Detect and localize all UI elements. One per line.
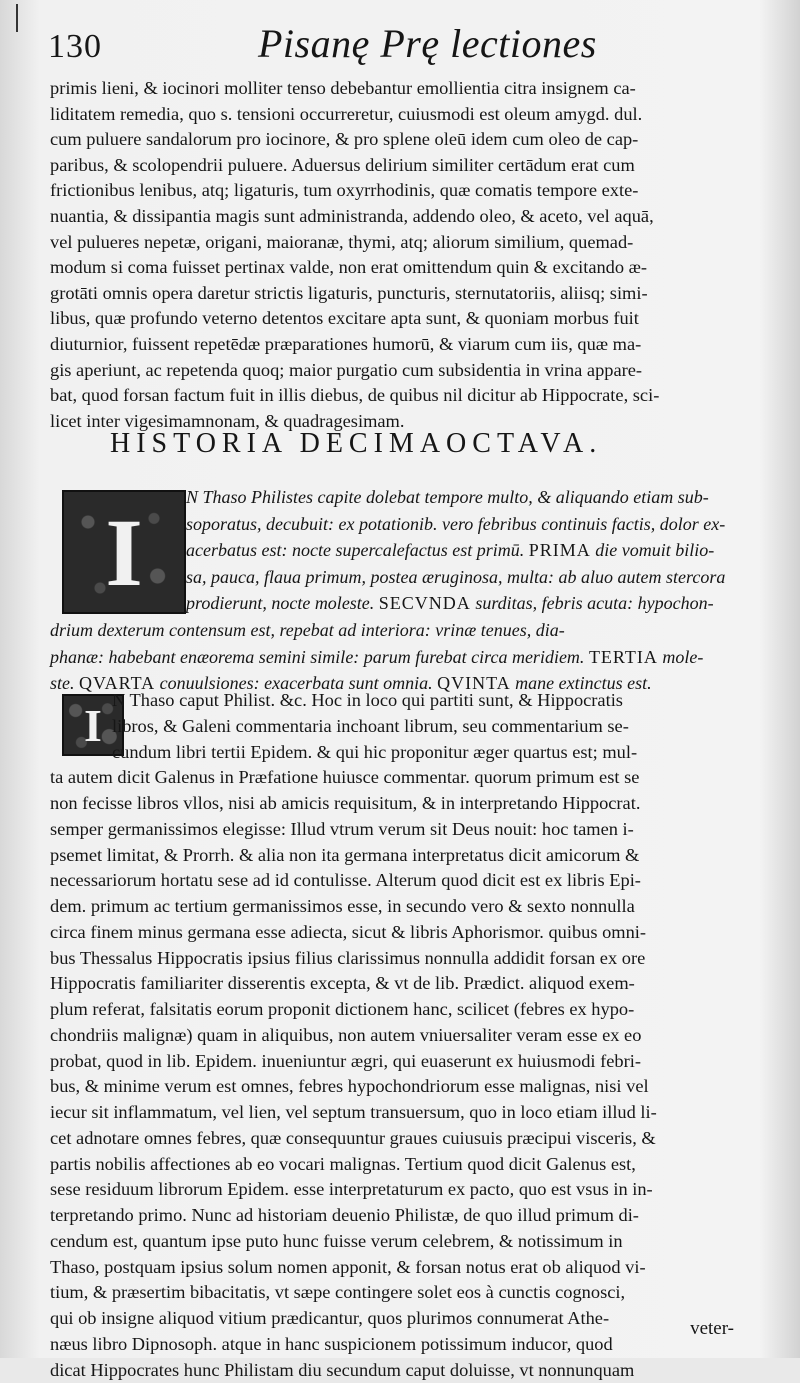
history-text [50, 484, 740, 697]
text-line: cundum libri tertii Epidem. & qui hic proponitur æger quartus est; mul- [50, 740, 740, 766]
text-line: frictionibus lenibus, atq; ligaturis, tum oxyrrhodinis, quæ comatis tempore exte- [50, 178, 740, 204]
text-line: soporatus, decubuit: ex potationib. vero febribus continuis factis, dolor ex- [50, 511, 740, 538]
text-line: bat, quod forsan factum fuit in illis diebus, de quibus nil dicitur ab Hippocrate, sci- [50, 383, 740, 409]
paragraph-top [50, 76, 740, 434]
text-line: prodierunt, nocte moleste. SECVNDA surditas, febris acuta: hypochon- [50, 590, 740, 617]
text-line: necessariorum hortatu sese ad id contulisse. Alterum quod dicit est ex libris Epi- [50, 868, 740, 894]
text-line: tium, & præsertim bibacitatis, vt sæpe contingere solet eos à cunctis cognosci, [50, 1280, 740, 1306]
text-line: N Thaso caput Philist. &c. Hoc in loco qui partiti sunt, & Hippocratis [50, 688, 740, 714]
text-line: Thaso, postquam ipsius solum nomen apponit, & forsan notus erat ob aliquod vi- [50, 1255, 740, 1281]
text-line: phanæ: habebant enæorema semini simile: parum furebat circa meridiem. TERTIA mole- [50, 644, 740, 671]
text-line: terpretando primo. Nunc ad historiam deuenio Philistæ, de quo illud primum di- [50, 1203, 740, 1229]
text-line: næus libro Dipnosoph. atque in hanc suspicionem potissimum inducor, quod [50, 1332, 740, 1358]
text-line: vel pulueres nepetæ, origani, maioranæ, thymi, atq; aliorum similium, quemad- [50, 230, 740, 256]
commentary-text [50, 688, 740, 1383]
ornamental-initial-small: I [62, 694, 124, 756]
text-line: ta autem dicit Galenus in Præfatione huiusce commentar. quorum primum est se [50, 765, 740, 791]
section-heading: HISTORIA DECIMAOCTAVA. [110, 428, 602, 460]
text-line: cum puluere sandalorum pro iocinore, & pro splene oleū idem cum oleo de cap- [50, 127, 740, 153]
text-line: iecur sit inflammatum, vel lien, vel septum transuersum, quo in loco etiam illud li- [50, 1100, 740, 1126]
text-line: cendum est, quantum ipse puto hunc fuisse verum celebrem, & notissimum in [50, 1229, 740, 1255]
page-header [48, 14, 740, 70]
text-line: chondriis malignæ) quam in aliquibus, non autem vniuersaliter veram esse ex eo [50, 1023, 740, 1049]
text-line: bus, & minime verum est omnes, febres hypochondriorum esse malignas, nisi vel [50, 1074, 740, 1100]
text-line: ste. QVARTA conuulsiones: exacerbata sunt omnia. QVINTA mane extinctus est. [50, 670, 740, 697]
catchword: veter- [690, 1318, 734, 1340]
text-line: drium dexterum contensum est, repebat ad interiora: vrinæ tenues, dia- [50, 617, 740, 644]
text-line: diuturnior, fuissent repetēdæ præparationes humorū, & viarum cum iis, quæ ma- [50, 332, 740, 358]
text-line: libros, & Galeni commentaria inchoant librum, seu commentarium se- [50, 714, 740, 740]
text-line: plum referat, falsitatis eorum proponit dictionem hanc, scilicet (febres ex hypo- [50, 997, 740, 1023]
text-line: cet adnotare omnes febres, quæ consequuntur graues cuiusuis præcipui visceris, & [50, 1126, 740, 1152]
text-line: licet inter vigesimamnonam, & quadragesimam. [50, 409, 740, 435]
text-line: non fecisse libros vllos, nisi ab amicis requisitum, & in interpretando Hippocrat. [50, 791, 740, 817]
text-line: paribus, & scolopendrii puluere. Aduersus delirium similiter certādum erat cum [50, 153, 740, 179]
text-line: psemet limitat, & Prorrh. & alia non ita germana interpretatus dicit amicorum & [50, 843, 740, 869]
text-line: qui ob insigne aliquod vitium prædicantur, quos plurimos connumerat Athe- [50, 1306, 740, 1332]
text-line: libus, quæ profundo veterno detentos excitare apta sunt, & quoniam morbus fuit [50, 306, 740, 332]
text-line: grotāti omnis opera daretur strictis ligaturis, puncturis, sternutatoriis, aliisq; simi- [50, 281, 740, 307]
text-line: primis lieni, & iocinori molliter tenso debebantur emollientia citra insignem ca- [50, 76, 740, 102]
text-line: semper germanissimos elegisse: Illud vtrum verum sit Deus nouit: hoc tamen i- [50, 817, 740, 843]
ornamental-initial-large: I [62, 490, 186, 614]
text-line: sese residuum librorum Epidem. esse interpretaturum ex pacto, quo est vsus in in- [50, 1177, 740, 1203]
text-line: liditatem remedia, quo s. tensioni occurreretur, cuiusmodi est oleum amygd. dul. [50, 102, 740, 128]
text-line: dicat Hippocrates hunc Philistam diu secundum caput doluisse, vt nonnunquam [50, 1358, 740, 1383]
text-line: acerbatus est: nocte supercalefactus est primū. PRIMA die vomuit bilio- [50, 537, 740, 564]
margin-mark [16, 4, 18, 32]
text-line: modum si coma fuisset pertinax valde, non erat omittendum quin & excitando æ- [50, 255, 740, 281]
text-line: circa finem minus germana esse adiecta, sicut & libris Aphorismor. quibus omni- [50, 920, 740, 946]
text-line: partis nobilis affectiones ab eo vocari malignas. Tertium quod dicit Galenus est, [50, 1152, 740, 1178]
text-line: bus Thessalus Hippocratis ipsius filius clarissimus nonnulla addidit forsan ex ore [50, 946, 740, 972]
running-title: Pisanę Prę lectiones [258, 20, 597, 67]
text-line: N Thaso Philistes capite dolebat tempore multo, & aliquando etiam sub- [50, 484, 740, 511]
text-line: dem. primum ac tertium germanissimos esse, in secundo vero & sexto nonnulla [50, 894, 740, 920]
text-line: probat, quod in lib. Epidem. inueniuntur ægri, qui euaserunt ex huiusmodi febri- [50, 1049, 740, 1075]
text-line: gis aperiunt, ac repetenda quoq; maior purgatio cum subsidentia in vrina appare- [50, 358, 740, 384]
text-line: Hippocratis familiariter disserentis excepta, & vt de lib. Prædict. aliquod exem- [50, 971, 740, 997]
page-number: 130 [48, 28, 102, 66]
text-line: sa, pauca, flaua primum, postea æruginosa, multa: ab aluo autem stercora [50, 564, 740, 591]
text-line: nuantia, & dissipantia magis sunt administranda, addendo oleo, & aceto, vel aquā, [50, 204, 740, 230]
